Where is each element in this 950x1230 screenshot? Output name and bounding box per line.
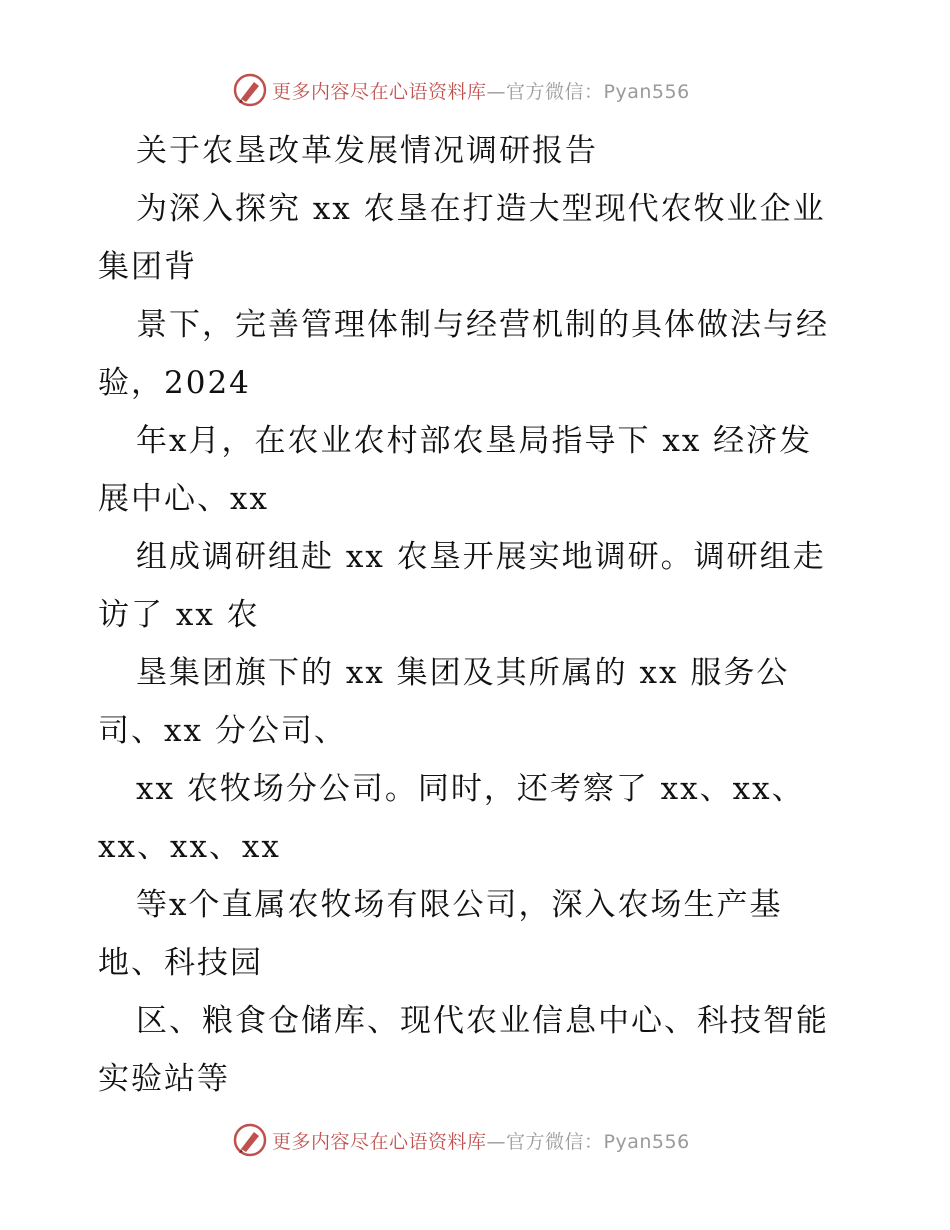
paragraph-line: 地、科技园 — [98, 945, 263, 981]
document-body — [98, 122, 858, 1108]
paragraph-line: 验，2024 — [98, 365, 251, 401]
paragraph-line: 访了 xx 农 — [98, 597, 260, 633]
pen-logo-icon — [232, 1122, 268, 1158]
watermark-footer — [232, 1120, 712, 1160]
paragraph-line: 为深入探究 xx 农垦在打造大型现代农牧业企业 — [136, 191, 826, 227]
paragraph-line: 年x月，在农业农村部农垦局指导下 xx 经济发 — [136, 423, 813, 459]
paragraph-line: 区、粮食仓储库、现代农业信息中心、科技智能 — [136, 1003, 829, 1039]
paragraph-line: 司、xx 分公司、 — [98, 713, 347, 749]
watermark-wechat: 官方微信：Pyan556 — [506, 1130, 690, 1153]
paragraph-line: xx、xx、xx — [98, 829, 281, 865]
watermark-separator: — — [486, 1130, 507, 1153]
paragraph-line: 组成调研组赴 xx 农垦开展实地调研。调研组走 — [136, 539, 826, 575]
watermark-brand: 更多内容尽在心语资料库 — [272, 80, 487, 103]
watermark-brand: 更多内容尽在心语资料库 — [272, 1130, 487, 1153]
paragraph-line: 实验站等 — [98, 1061, 230, 1097]
paragraph-line: 集团背 — [98, 249, 197, 285]
paragraph-line: 等x个直属农牧场有限公司，深入农场生产基 — [136, 887, 783, 923]
pen-logo-icon — [232, 72, 268, 108]
watermark-separator: — — [486, 80, 507, 103]
watermark-text — [272, 77, 690, 104]
document-title: 关于农垦改革发展情况调研报告 — [136, 133, 598, 169]
watermark-wechat: 官方微信：Pyan556 — [506, 80, 690, 103]
paragraph-line: 垦集团旗下的 xx 集团及其所属的 xx 服务公 — [136, 655, 790, 691]
paragraph-line: xx 农牧场分公司。同时，还考察了 xx、xx、 — [136, 771, 805, 807]
paragraph-line: 景下，完善管理体制与经营机制的具体做法与经 — [136, 307, 829, 343]
paragraph-line: 展中心、xx — [98, 481, 269, 517]
watermark-header — [232, 70, 712, 110]
watermark-text — [272, 1127, 690, 1154]
